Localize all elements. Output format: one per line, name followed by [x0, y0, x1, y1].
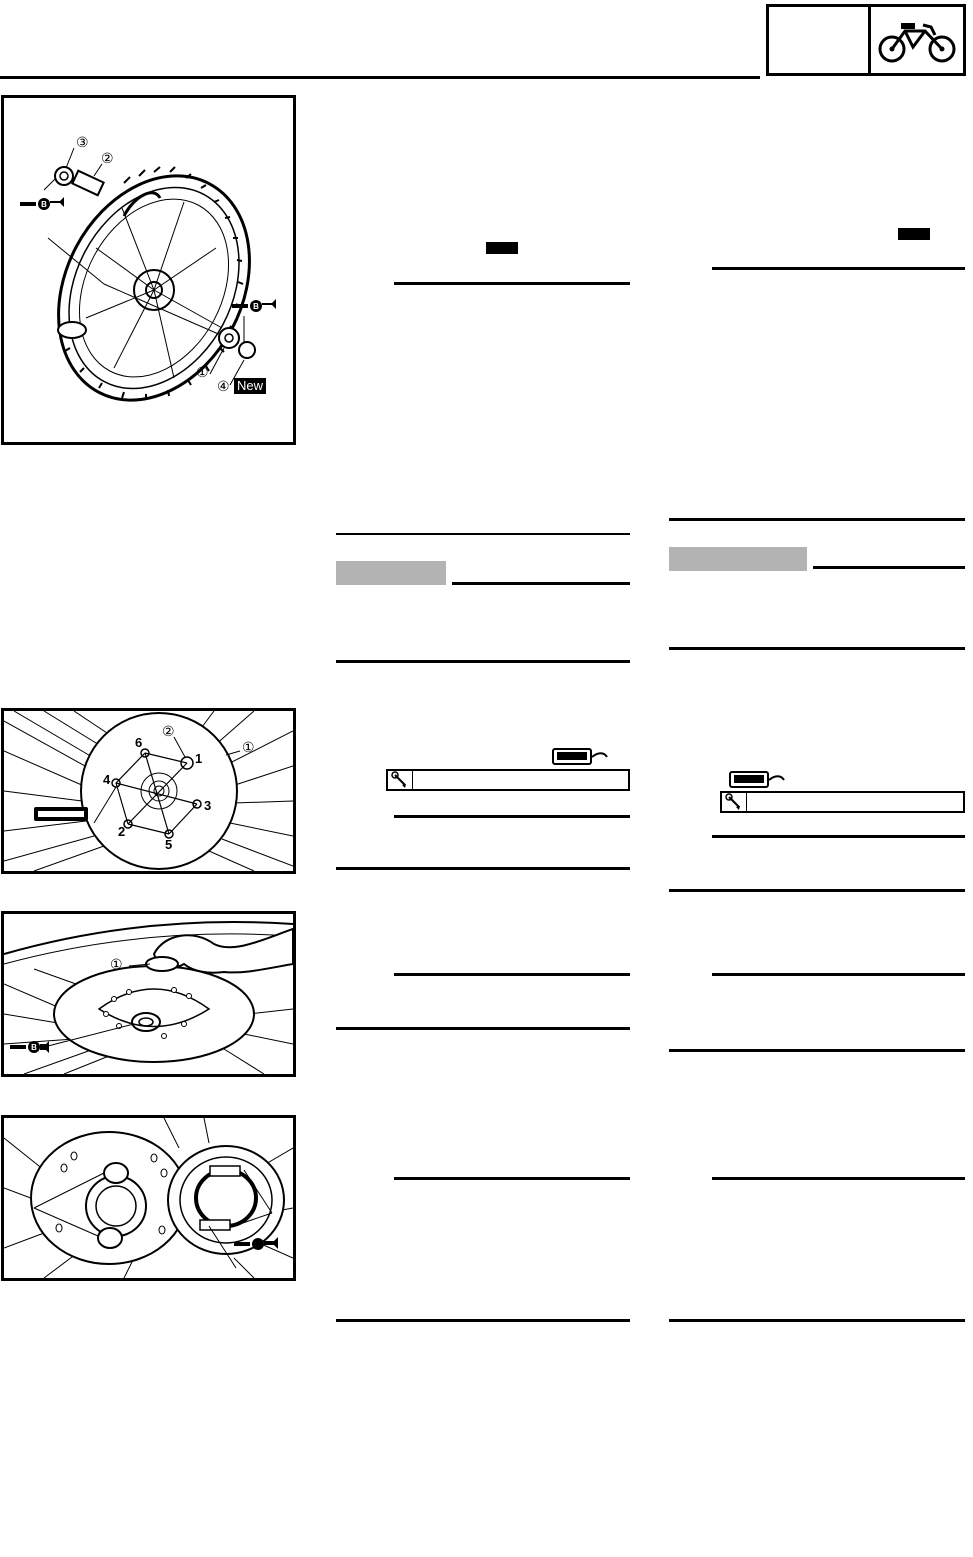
torque-wrench-icon — [34, 807, 88, 821]
callout-1: ① — [110, 956, 123, 972]
figure-disc-bolt-sequence — [1, 708, 296, 874]
section-rule-right-5 — [669, 1319, 965, 1322]
note-rule-right-4 — [712, 1177, 965, 1180]
svg-text:B: B — [41, 200, 47, 209]
new-label: New — [234, 378, 266, 394]
tightening-chip-right — [898, 228, 930, 240]
seq-3: 3 — [204, 798, 212, 813]
header-rule — [0, 76, 760, 79]
seq-1: 1 — [195, 751, 203, 766]
figure-wheel-exploded — [1, 95, 296, 445]
callout-2: ② — [101, 150, 114, 166]
caution-bar-right — [669, 547, 807, 571]
seq-2: 2 — [118, 824, 126, 839]
header-tab-box — [766, 4, 966, 76]
seal-install-illustration — [4, 914, 293, 1074]
svg-text:B: B — [253, 302, 259, 311]
wrench-icon-cell — [388, 771, 413, 789]
note-rule-right-2 — [712, 835, 965, 838]
note-rule-left-1 — [394, 282, 630, 285]
svg-text:B: B — [31, 1043, 37, 1052]
section-rule-left-4 — [336, 1027, 630, 1030]
caution-rule-right — [813, 566, 965, 569]
note-rule-left-4 — [394, 1177, 630, 1180]
note-rule-left-2 — [394, 815, 630, 818]
section-rule-left-1 — [336, 533, 630, 535]
torque-wrench-icon — [729, 771, 785, 789]
callout-4: ④ — [217, 378, 230, 394]
section-rule-right-1 — [669, 518, 965, 521]
torque-spec-box-left — [386, 769, 630, 791]
callout-3: ③ — [76, 134, 89, 150]
note-rule-left-3 — [394, 973, 630, 976]
wrench-icon — [388, 771, 412, 789]
note-rule-right-3 — [712, 973, 965, 976]
hub-clutch-illustration — [4, 1118, 293, 1278]
seq-4: 4 — [103, 772, 111, 787]
figure-hub-clutch — [1, 1115, 296, 1281]
section-rule-left-3 — [336, 867, 630, 870]
wrench-icon — [722, 793, 746, 811]
section-rule-left-5 — [336, 1319, 630, 1322]
section-rule-right-3 — [669, 889, 965, 892]
torque-wrench-icon — [552, 748, 608, 766]
caution-bar-left — [336, 561, 446, 585]
wrench-icon-cell — [722, 793, 747, 811]
disc-illustration — [4, 711, 293, 871]
torque-spec-box-right — [720, 791, 965, 813]
seq-5: 5 — [165, 837, 173, 852]
figure-seal-install — [1, 911, 296, 1077]
callout-2: ② — [162, 723, 175, 739]
caution-rule-left — [452, 582, 630, 585]
grease-B-icon — [232, 299, 276, 312]
note-rule-right-1 — [712, 267, 965, 270]
section-rule-right-4 — [669, 1049, 965, 1052]
section-rule-right-2 — [669, 647, 965, 650]
seq-6: 6 — [135, 735, 143, 750]
motorcycle-icon — [875, 17, 959, 67]
header-tab-divider — [868, 7, 871, 73]
callout-1: ① — [196, 364, 209, 380]
tightening-chip-left — [486, 242, 518, 254]
callout-1: ① — [242, 739, 255, 755]
section-rule-left-2 — [336, 660, 630, 663]
grease-B-icon — [20, 197, 64, 210]
